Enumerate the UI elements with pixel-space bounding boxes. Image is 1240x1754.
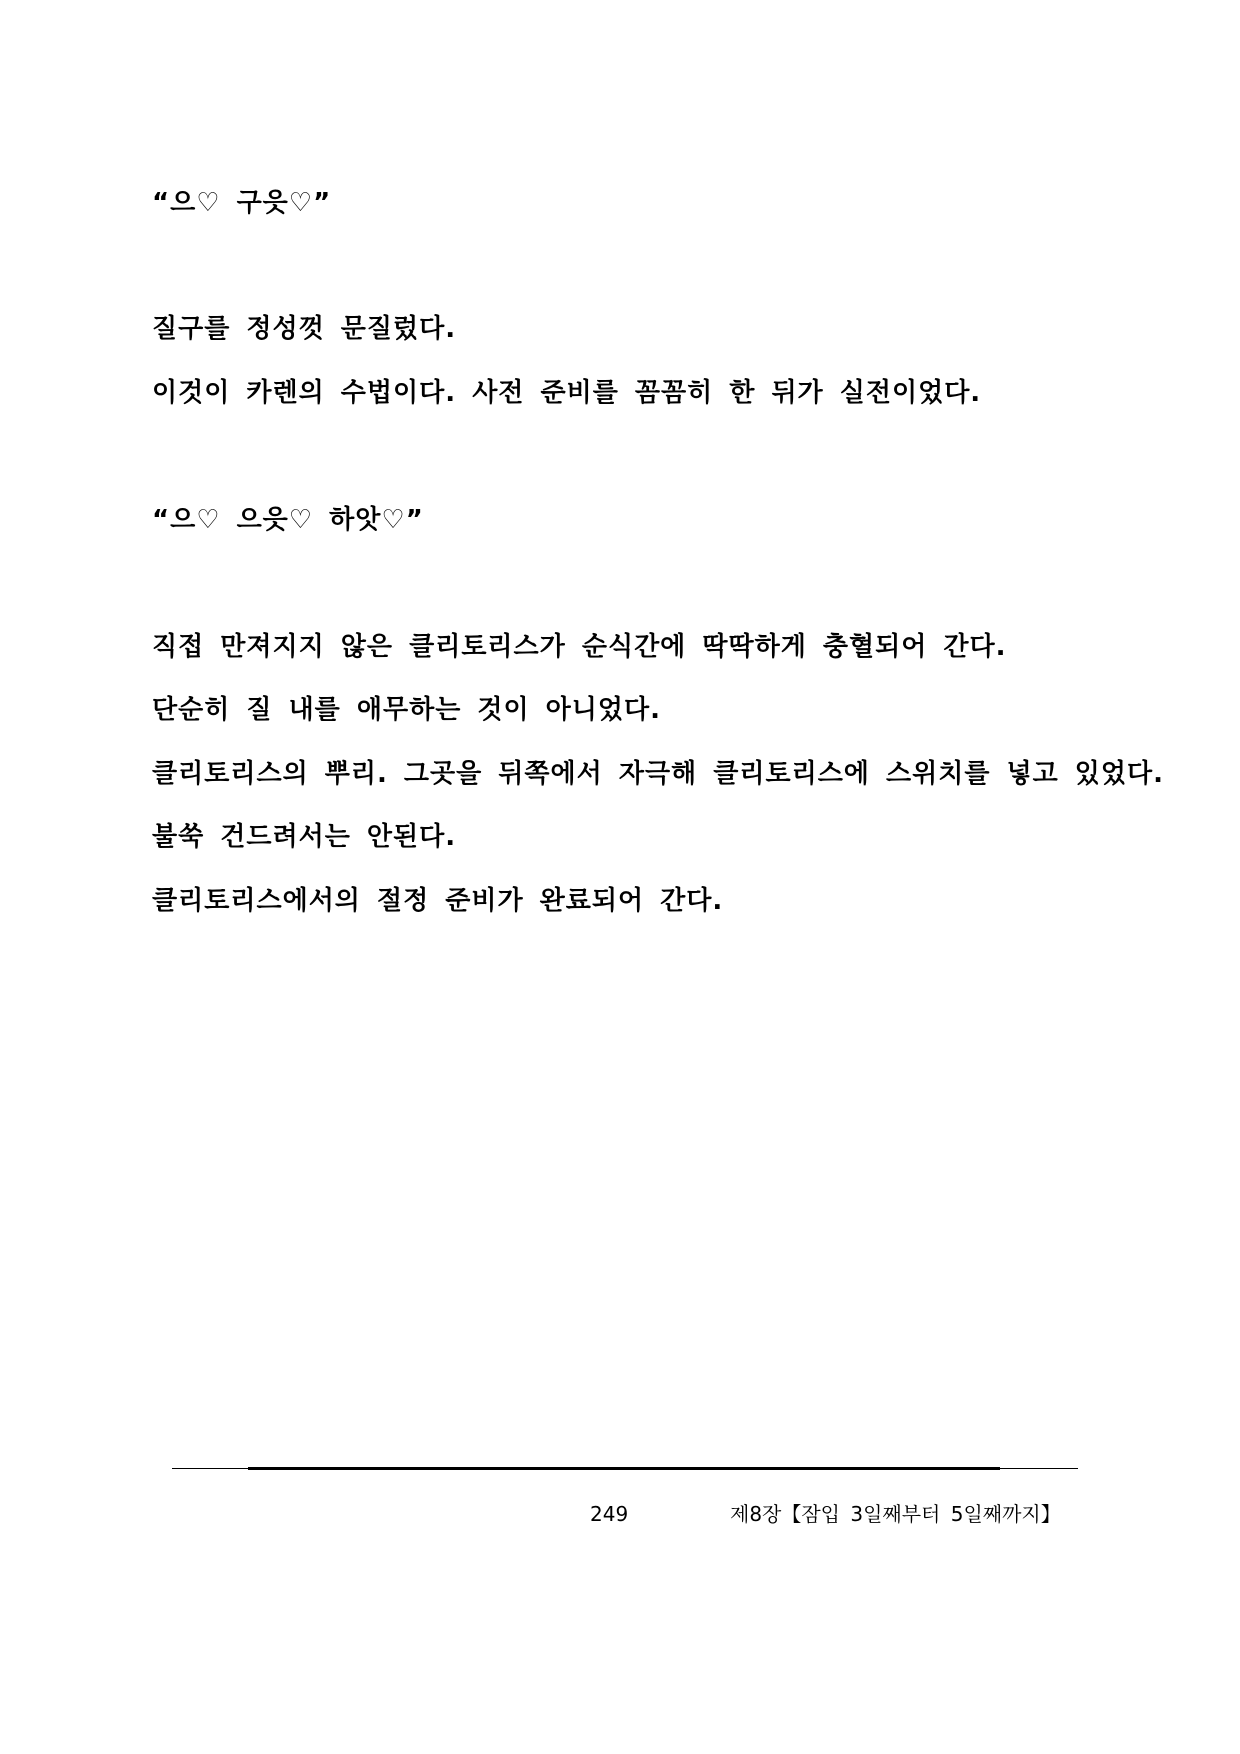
paragraph-line: 질구를 정성껏 문질렀다. bbox=[152, 314, 457, 344]
dialogue-line: “으♡ 으읏♡ 하앗♡” bbox=[152, 505, 424, 535]
dialogue-line: “으♡ 구읏♡” bbox=[152, 188, 332, 218]
paragraph-line: 클리토리스에서의 절정 준비가 완료되어 간다. bbox=[152, 886, 724, 916]
paragraph-line: 이것이 카렌의 수법이다. 사전 준비를 꼼꼼히 한 뒤가 실전이었다. bbox=[152, 378, 982, 408]
chapter-title: 제8장【잠입 3일째부터 5일째까지】 bbox=[730, 1502, 1061, 1526]
footer-divider-accent bbox=[248, 1467, 1000, 1470]
paragraph-line: 단순히 질 내를 애무하는 것이 아니었다. bbox=[152, 695, 661, 725]
paragraph-line: 클리토리스의 뿌리. 그곳을 뒤쪽에서 자극해 클리토리스에 스위치를 넣고 있었다. bbox=[152, 759, 1164, 789]
page-number: 249 bbox=[590, 1502, 629, 1526]
paragraph-line: 직접 만져지지 않은 클리토리스가 순식간에 딱딱하게 충혈되어 간다. bbox=[152, 632, 1007, 662]
paragraph-line: 불쑥 건드려서는 안된다. bbox=[152, 822, 457, 852]
